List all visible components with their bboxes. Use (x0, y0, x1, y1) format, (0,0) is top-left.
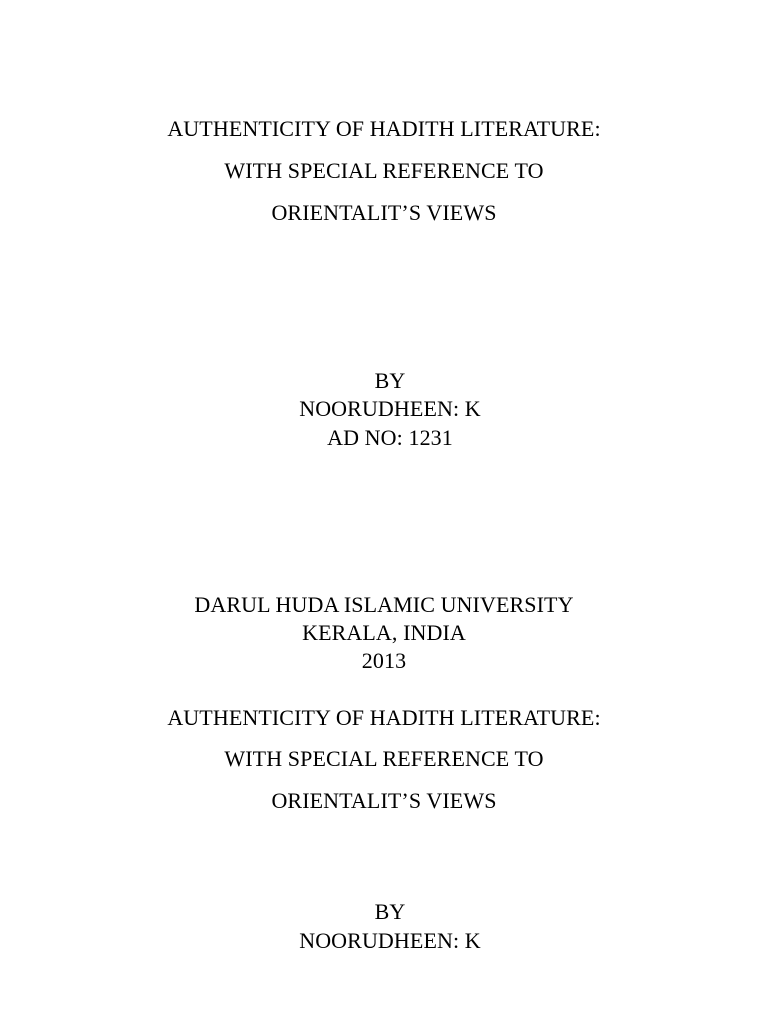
title-line-1-repeat: AUTHENTICITY OF HADITH LITERATURE: (167, 705, 601, 730)
title-line-2: WITH SPECIAL REFERENCE TO (224, 158, 544, 183)
publication-year: 2013 (361, 648, 407, 673)
author-name-repeat: NOORUDHEEN: K (299, 928, 481, 953)
admission-number: AD NO: 1231 (327, 425, 453, 450)
title-line-3-repeat: ORIENTALIT’S VIEWS (271, 788, 497, 813)
by-label-repeat: BY (374, 899, 406, 924)
title-line-3: ORIENTALIT’S VIEWS (271, 200, 497, 225)
university-name: DARUL HUDA ISLAMIC UNIVERSITY (194, 592, 574, 617)
university-location: KERALA, INDIA (302, 620, 466, 645)
title-line-2-repeat: WITH SPECIAL REFERENCE TO (224, 746, 544, 771)
author-name: NOORUDHEEN: K (299, 396, 481, 421)
title-line-1: AUTHENTICITY OF HADITH LITERATURE: (167, 116, 601, 141)
by-label: BY (374, 368, 406, 393)
